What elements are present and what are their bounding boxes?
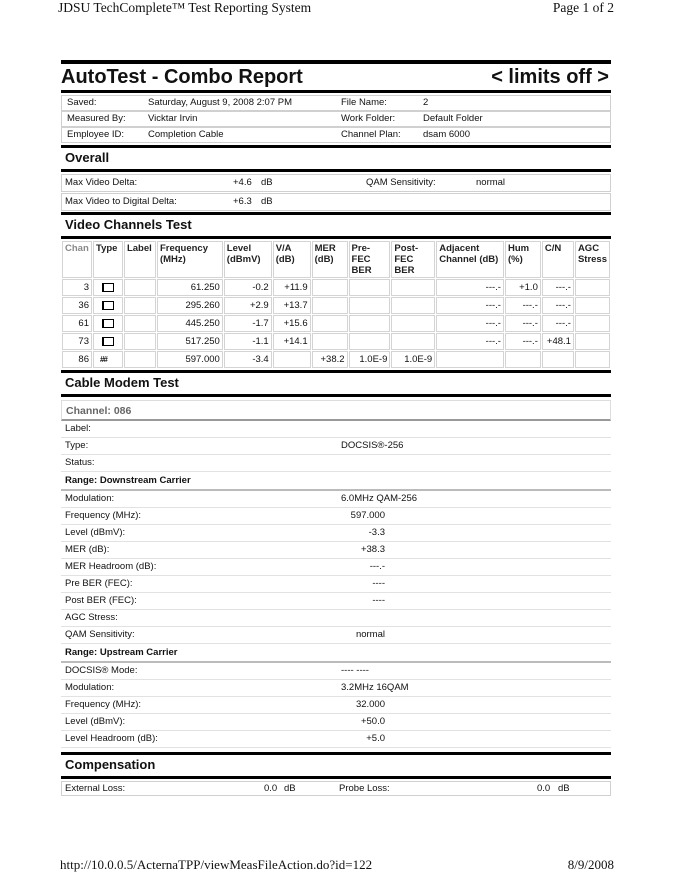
max-v2d-unit: dB [261,196,273,207]
kv-value: 597.000 [350,510,385,521]
kv-label: Frequency (MHz): [65,699,142,710]
print-date: 8/9/2008 [567,857,614,872]
kv-label: DOCSIS® Mode: [65,665,138,676]
limits-indicator: < limits off > [491,65,609,88]
measured-value: Vicktar Irvin [148,113,198,124]
digital-channel-icon: ## [99,355,107,364]
cell-cn: ---.- [542,297,574,314]
external-loss-label: External Loss: [65,783,126,794]
overall-row-box [61,174,611,192]
cell-adj: ---.- [436,333,504,350]
col-chan: Chan [62,241,92,278]
cell-hum: ---.- [505,297,541,314]
cell-hum: ---.- [505,315,541,332]
kv-value: 6.0MHz QAM-256 [341,493,418,504]
kv-label: QAM Sensitivity: [65,629,135,640]
cell-freq: 61.250 [157,279,223,296]
kv-value: ---- [372,578,385,589]
plan-value: dsam 6000 [423,129,471,140]
kv-row [61,593,611,610]
downstream-rows [61,491,611,644]
external-loss-unit: dB [284,783,296,794]
cell-post [391,279,435,296]
cell-post: 1.0E-9 [391,351,435,368]
col-level: Level (dBmV) [224,241,272,278]
cell-freq: 295.260 [157,297,223,314]
modem-type-label: Type: [65,440,89,451]
measured-label: Measured By: [67,113,126,124]
probe-loss-label: Probe Loss: [339,783,390,794]
cell-level: -3.4 [224,351,272,368]
max-v2d-label: Max Video to Digital Delta: [65,196,177,207]
kv-value: ---- ---- [341,665,369,676]
analog-channel-icon [102,319,114,328]
overall-block [61,172,611,212]
kv-row [61,508,611,525]
kv-row [61,714,611,731]
kv-value: +38.3 [360,544,385,555]
cell-label [124,279,156,296]
kv-label: Modulation: [65,493,115,504]
col-label: Label [124,241,156,278]
modem-channel: Channel: 086 [61,400,611,421]
cell-agc [575,333,610,350]
info-block [61,93,611,143]
modem-label-label: Label: [65,423,91,434]
report [61,60,611,797]
max-video-unit: dB [261,177,273,188]
probe-loss-value: 0.0 [537,783,551,794]
cell-agc [575,315,610,332]
cell-va: +15.6 [273,315,311,332]
probe-loss-unit: dB [558,783,570,794]
kv-label: Level (dBmV): [65,527,126,538]
kv-value: +5.0 [366,733,385,744]
cell-level: -0.2 [224,279,272,296]
cell-agc [575,297,610,314]
cell-cn: ---.- [542,279,574,296]
cell-agc [575,279,610,296]
col-cn: C/N [542,241,574,278]
kv-label: Level (dBmV): [65,716,126,727]
cell-mer [312,315,348,332]
cell-pre: 1.0E-9 [349,351,391,368]
qam-sensitivity-value: normal [476,177,506,188]
folder-label: Work Folder: [341,113,396,124]
cell-mer [312,279,348,296]
cell-va: +13.7 [273,297,311,314]
cell-label [124,297,156,314]
cell-hum: +1.0 [505,279,541,296]
cell-level: +2.9 [224,297,272,314]
modem-label-row [61,421,611,438]
cell-adj: ---.- [436,315,504,332]
cell-cn [542,351,574,368]
cell-pre [349,297,391,314]
cell-mer [312,333,348,350]
downstream-heading: Range: Downstream Carrier [61,472,611,491]
browser-page-title: JDSU TechComplete™ Test Reporting System [58,0,312,15]
max-video-label: Max Video Delta: [65,177,138,188]
employee-label: Employee ID: [67,129,125,140]
upstream-rows [61,663,611,748]
col-post-fec: Post-FEC BER [391,241,435,278]
file-label: File Name: [341,97,387,108]
cell-agc [575,351,610,368]
table-row [62,315,610,332]
table-row [62,279,610,296]
cell-adj [436,351,504,368]
cell-va: +14.1 [273,333,311,350]
kv-label: Post BER (FEC): [65,595,137,606]
cell-hum: ---.- [505,333,541,350]
analog-channel-icon [102,301,114,310]
video-rows [62,279,610,368]
modem-status-row [61,455,611,472]
cell-hum [505,351,541,368]
page-number: Page 1 of 2 [552,0,614,15]
col-type: Type [93,241,123,278]
analog-channel-icon [102,283,114,292]
max-v2d-value: +6.3 [233,196,252,207]
table-row [62,333,610,350]
kv-label: Pre BER (FEC): [65,578,133,589]
kv-value: 32.000 [355,699,385,710]
cell-post [391,297,435,314]
modem-heading: Cable Modem Test [61,373,611,397]
analog-channel-icon [102,337,114,346]
kv-row [61,731,611,748]
plan-label: Channel Plan: [341,129,401,140]
cell-pre [349,315,391,332]
cell-chan: 86 [62,351,92,368]
info-row-box [61,127,611,143]
folder-value: Default Folder [423,113,483,124]
table-row [62,297,610,314]
kv-row [61,697,611,714]
cell-label [124,333,156,350]
cell-post [391,315,435,332]
cell-chan: 3 [62,279,92,296]
kv-label: AGC Stress: [65,612,118,623]
col-agc: AGC Stress [575,241,610,278]
kv-row [61,542,611,559]
upstream-heading: Range: Upstream Carrier [61,644,611,663]
employee-value: Completion Cable [148,129,224,140]
kv-row [61,627,611,644]
cell-mer: +38.2 [312,351,348,368]
cell-freq: 517.250 [157,333,223,350]
modem-status-label: Status: [65,457,95,468]
col-hum: Hum (%) [505,241,541,278]
cell-label [124,315,156,332]
cell-adj: ---.- [436,279,504,296]
overall-heading: Overall [61,148,611,172]
col-mer: MER (dB) [312,241,348,278]
col-frequency: Frequency (MHz) [157,241,223,278]
kv-label: Level Headroom (dB): [65,733,158,744]
kv-row [61,610,611,627]
cell-type [93,279,123,296]
kv-row [61,576,611,593]
saved-label: Saved: [67,97,97,108]
file-value: 2 [423,97,429,108]
kv-value: +50.0 [360,716,385,727]
video-heading: Video Channels Test [61,215,611,239]
modem-type-row [61,438,611,455]
info-row-box [61,111,611,127]
cell-freq: 597.000 [157,351,223,368]
external-loss-value: 0.0 [264,783,278,794]
cell-type [93,333,123,350]
col-pre-fec: Pre-FEC BER [349,241,391,278]
cell-type [93,297,123,314]
kv-row [61,491,611,508]
kv-value: ---.- [369,561,385,572]
cell-va [273,351,311,368]
cell-va: +11.9 [273,279,311,296]
cell-chan: 73 [62,333,92,350]
col-va: V/A (dB) [273,241,311,278]
cell-level: -1.7 [224,315,272,332]
title-bar [61,64,611,90]
kv-value: normal [355,629,385,640]
cell-label [124,351,156,368]
video-channels-table [61,240,611,369]
kv-label: Frequency (MHz): [65,510,142,521]
cell-pre [349,279,391,296]
compensation-heading: Compensation [61,755,611,779]
cell-freq: 445.250 [157,315,223,332]
cell-cn: ---.- [542,315,574,332]
qam-sensitivity-label: QAM Sensitivity: [366,177,436,188]
max-video-value: +4.6 [233,177,252,188]
saved-value: Saturday, August 9, 2008 2:07 PM [148,97,293,108]
kv-row [61,525,611,542]
kv-label: MER (dB): [65,544,110,555]
cell-mer [312,297,348,314]
kv-row [61,680,611,697]
compensation-box [61,781,611,796]
cell-chan: 61 [62,315,92,332]
report-title: AutoTest - Combo Report [61,65,303,88]
kv-row [61,663,611,680]
cell-level: -1.1 [224,333,272,350]
compensation-row [61,779,611,797]
cell-type [93,351,123,368]
col-adjacent: Adjacent Channel (dB) [436,241,504,278]
kv-label: Modulation: [65,682,115,693]
cell-cn: +48.1 [542,333,574,350]
kv-value: ---- [372,595,385,606]
cell-chan: 36 [62,297,92,314]
kv-value: -3.3 [368,527,385,538]
table-row [62,351,610,368]
cell-pre [349,333,391,350]
cell-post [391,333,435,350]
kv-row [61,559,611,576]
modem-type-value: DOCSIS®-256 [341,440,404,451]
cell-adj: ---.- [436,297,504,314]
cell-type [93,315,123,332]
page-url[interactable]: http://10.0.0.5/ActernaTPP/viewMeasFileAction.do?id=122 [60,857,373,872]
kv-label: MER Headroom (dB): [65,561,157,572]
info-row-box [61,95,611,111]
kv-value: 3.2MHz 16QAM [341,682,409,693]
